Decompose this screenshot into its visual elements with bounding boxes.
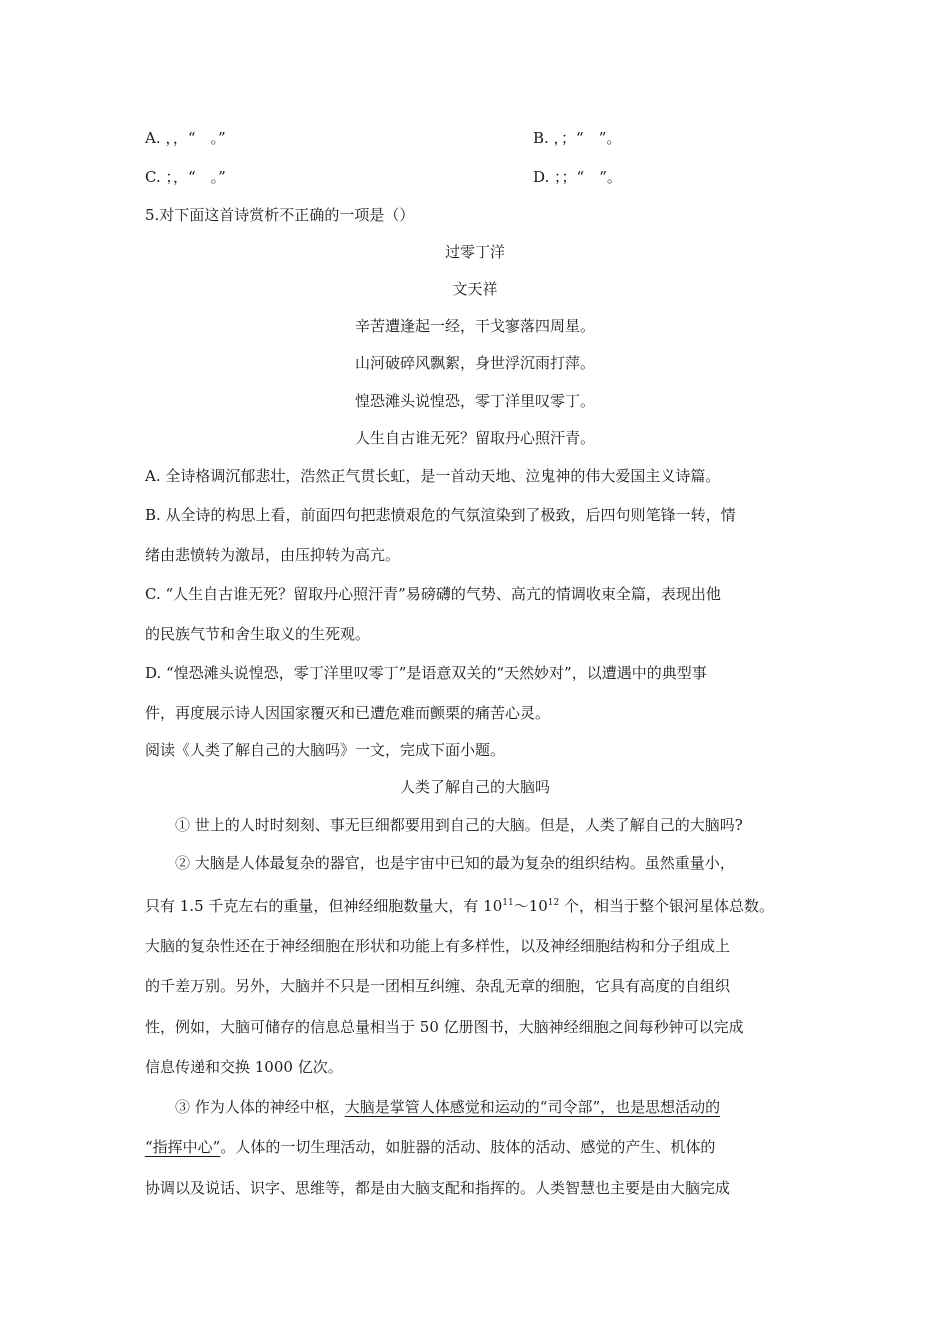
q5-option-d-line2: 件，再度展示诗人因国家覆灭和已遭危难而颤栗的痛苦心灵。 <box>145 704 551 722</box>
option-b: B. ，；“ ”。 <box>533 129 622 147</box>
article-title: 人类了解自己的大脑吗 <box>399 778 550 796</box>
paragraph-2-line: 性，例如，大脑可储存的信息总量相当于 50 亿册图书，大脑神经细胞之间每秒钟可以完成 <box>145 1018 744 1036</box>
option-d: D. ；；“ ”。 <box>533 168 622 186</box>
underlined-phrase: “指挥中心” <box>145 1138 221 1156</box>
option-a: A. ，，“ 。” <box>145 129 226 147</box>
poem-line: 山河破碎风飘絮，身世浮沉雨打萍。 <box>354 354 595 372</box>
q5-option-c-line2: 的民族气节和舍生取义的生死观。 <box>145 625 371 643</box>
paragraph-2-line: 的千差万别。另外，大脑并不只是一团相互纠缠、杂乱无章的细胞，它具有高度的自组织 <box>145 977 731 995</box>
poem-author: 文天祥 <box>452 280 498 298</box>
poem-line: 惶恐滩头说惶恐，零丁洋里叹零丁。 <box>354 392 595 410</box>
q5-option-b-line2: 绪由悲愤转为激昂，由压抑转为高亢。 <box>145 546 401 564</box>
poem-title: 过零丁洋 <box>444 243 505 261</box>
paragraph-2-line: 信息传递和交换 1000 亿次。 <box>145 1058 343 1076</box>
paragraph-3-line: ③ 作为人体的神经中枢，大脑是掌管人体感觉和运动的“司令部”，也是思想活动的 <box>175 1098 721 1116</box>
question-5-stem: 5.对下面这首诗赏析不正确的一项是（） <box>145 206 415 224</box>
reading-intro: 阅读《人类了解自己的大脑吗》一文，完成下面小题。 <box>145 741 506 759</box>
paragraph-3-line: “指挥中心”。人体的一切生理活动，如脏器的活动、肢体的活动、感觉的产生、机体的 <box>145 1138 716 1156</box>
option-c: C. ；，“ 。” <box>145 168 226 186</box>
paragraph-2-line: 只有 1.5 千克左右的重量，但神经细胞数量大，有 $10^{11}\sim 10^{12}$ 个，相当于整个银河星体总数。 <box>145 897 775 915</box>
paragraph-1: ① 世上的人时时刻刻、事无巨细都要用到自己的大脑。但是，人类了解自己的大脑吗? <box>175 816 743 834</box>
q5-option-d-line1: D. “惶恐滩头说惶恐，零丁洋里叹零丁”是语意双关的“天然妙对”，以遭遇中的典型事 <box>145 664 707 682</box>
paragraph-2-line: ② 大脑是人体最复杂的器官，也是宇宙中已知的最为复杂的组织结构。虽然重量小， <box>175 854 735 872</box>
q5-option-a: A. 全诗格调沉郁悲壮，浩然正气贯长虹，是一首动天地、泣鬼神的伟大爱国主义诗篇。 <box>145 467 721 485</box>
q5-option-c-line1: C. “人生自古谁无死？留取丹心照汗青”易磅礴的气势、高亢的情调收束全篇，表现出他 <box>145 585 721 603</box>
paragraph-3-line: 协调以及说话、识字、思维等，都是由大脑支配和指挥的。人类智慧也主要是由大脑完成 <box>145 1179 731 1197</box>
poem-line: 辛苦遭逢起一经，干戈寥落四周星。 <box>354 317 595 335</box>
poem-line: 人生自古谁无死？留取丹心照汗青。 <box>354 429 595 447</box>
q5-option-b-line1: B. 从全诗的构思上看，前面四句把悲愤艰危的气氛渲染到了极致，后四句则笔锋一转，情 <box>145 506 736 524</box>
paragraph-2-line: 大脑的复杂性还在于神经细胞在形状和功能上有多样性，以及神经细胞结构和分子组成上 <box>145 937 731 955</box>
underlined-phrase: 大脑是掌管人体感觉和运动的“司令部”，也是思想活动的 <box>344 1098 721 1116</box>
